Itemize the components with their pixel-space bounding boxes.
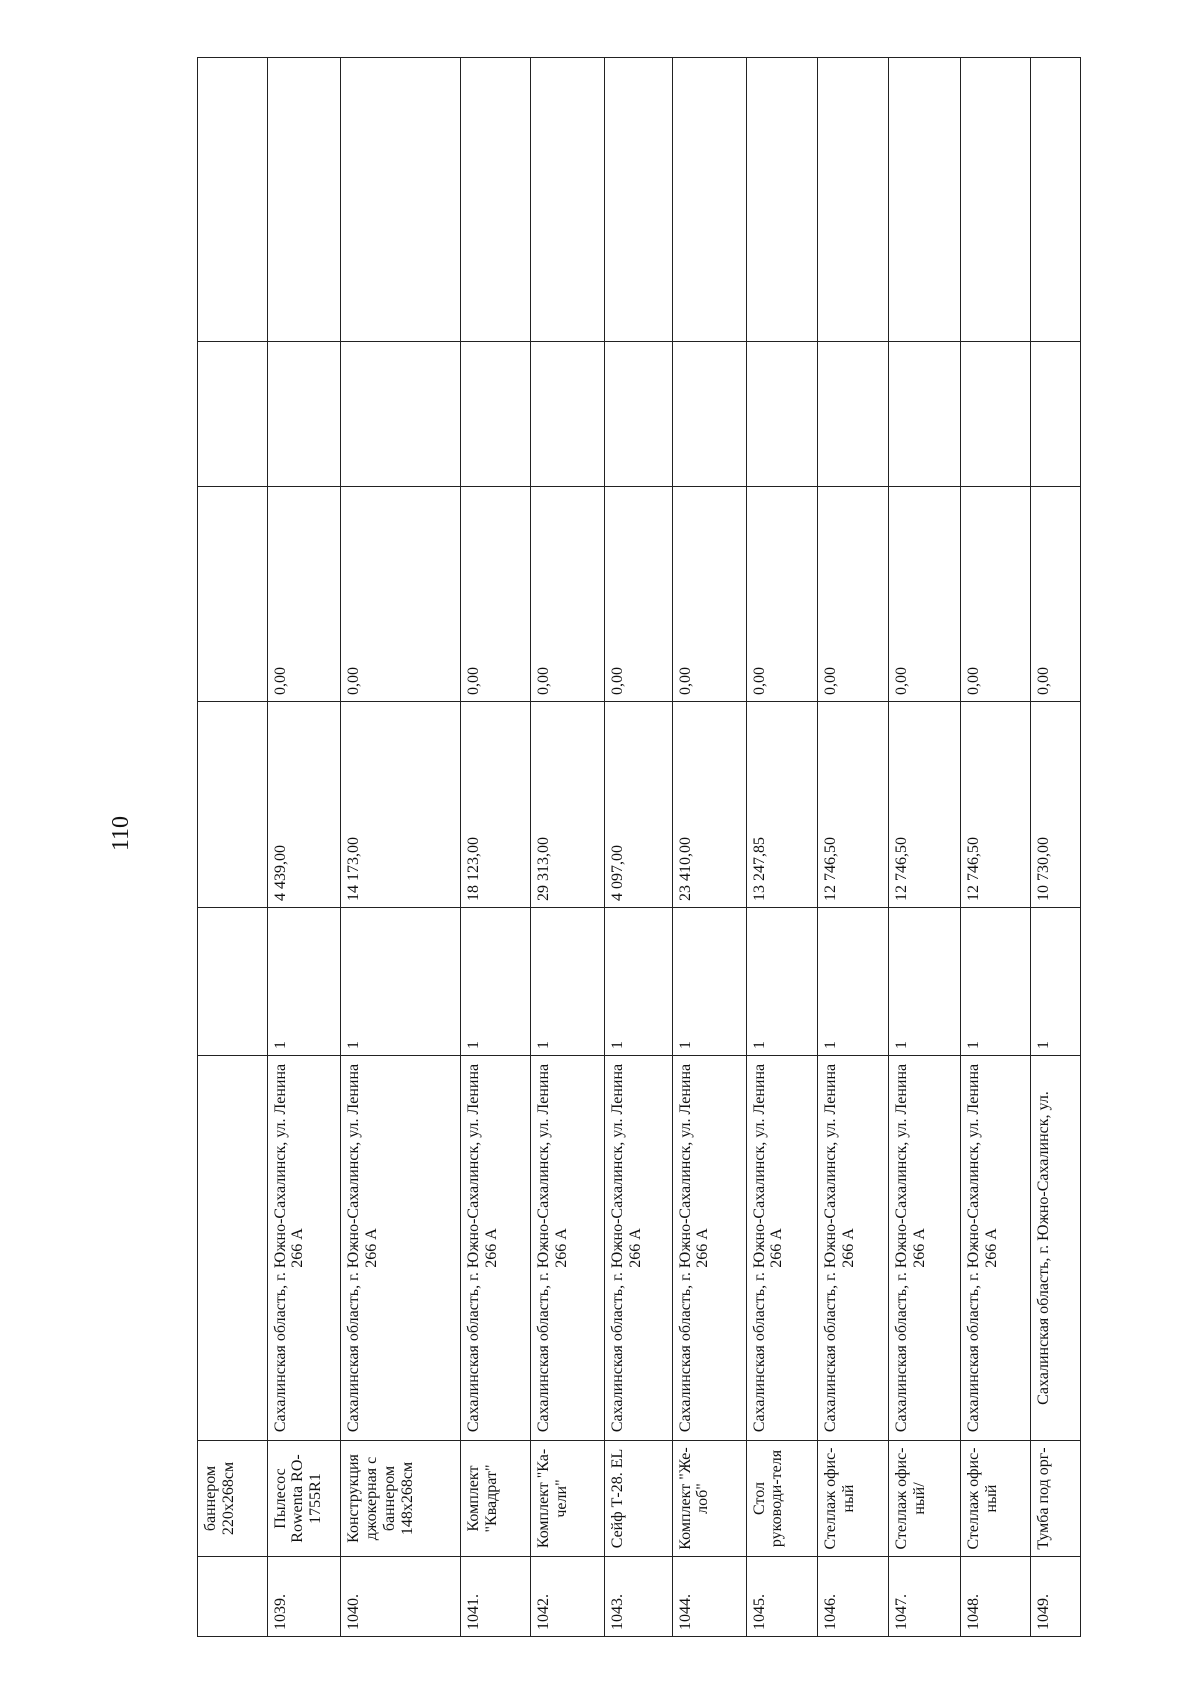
extra-cell xyxy=(605,58,672,342)
asset-address: Сахалинская область, г. Южно-Сахалинск, ул. Ленина 266 А xyxy=(531,1056,605,1441)
asset-quantity: 1 xyxy=(531,908,605,1056)
extra-cell xyxy=(746,58,818,342)
row-number: 1046. xyxy=(818,1557,889,1637)
asset-quantity: 1 xyxy=(888,908,960,1056)
asset-depreciation: 0,00 xyxy=(818,487,889,702)
page-number xyxy=(104,803,140,863)
asset-depreciation: 0,00 xyxy=(605,487,672,702)
asset-depreciation: 0,00 xyxy=(460,487,531,702)
asset-depreciation: 0,00 xyxy=(888,487,960,702)
asset-address: Сахалинская область, г. Южно-Сахалинск, ул. Ленина 266 А xyxy=(888,1056,960,1441)
extra-cell xyxy=(341,342,460,487)
table-row xyxy=(460,58,531,1637)
row-number: 1045. xyxy=(746,1557,818,1637)
asset-quantity: 1 xyxy=(746,908,818,1056)
asset-depreciation: 0,00 xyxy=(960,487,1031,702)
asset-name: Комплект "Ка-чели" xyxy=(531,1441,605,1557)
asset-name: Стол руководи-теля xyxy=(746,1441,818,1557)
asset-name: Стеллаж офис-ный/ xyxy=(888,1441,960,1557)
extra-cell xyxy=(605,342,672,487)
asset-address: Сахалинская область, г. Южно-Сахалинск, ул. Ленина 266 А xyxy=(960,1056,1031,1441)
asset-quantity: 1 xyxy=(605,908,672,1056)
asset-name: Комплект "Же-лоб" xyxy=(672,1441,746,1557)
extra-cell xyxy=(341,58,460,342)
asset-cost: 14 173,00 xyxy=(341,702,460,908)
asset-address: Сахалинская область, г. Южно-Сахалинск, ул. Ленина 266 А xyxy=(605,1056,672,1441)
asset-depreciation: 0,00 xyxy=(746,487,818,702)
asset-quantity: 1 xyxy=(818,908,889,1056)
table-row xyxy=(198,58,268,1637)
asset-address: Сахалинская область, г. Южно-Сахалинск, ул. Ленина 266 А xyxy=(341,1056,460,1441)
table-row xyxy=(267,58,341,1637)
asset-cost: 4 439,00 xyxy=(267,702,341,908)
row-number: 1041. xyxy=(460,1557,531,1637)
extra-cell xyxy=(460,342,531,487)
extra-cell xyxy=(198,58,268,342)
asset-name: Конструкция джокерная с баннером 148х268см xyxy=(341,1441,460,1557)
asset-cost: 12 746,50 xyxy=(888,702,960,908)
row-number: 1040. xyxy=(341,1557,460,1637)
table-row xyxy=(605,58,672,1637)
extra-cell xyxy=(888,342,960,487)
asset-address xyxy=(198,1056,268,1441)
asset-name: Комплект "Квадрат" xyxy=(460,1441,531,1557)
extra-cell xyxy=(746,342,818,487)
row-number: 1047. xyxy=(888,1557,960,1637)
asset-cost: 29 313,00 xyxy=(531,702,605,908)
table-row xyxy=(341,58,460,1637)
asset-cost: 23 410,00 xyxy=(672,702,746,908)
extra-cell xyxy=(960,58,1031,342)
asset-name: Стеллаж офис-ный xyxy=(960,1441,1031,1557)
extra-cell xyxy=(888,58,960,342)
row-number: 1048. xyxy=(960,1557,1031,1637)
extra-cell xyxy=(460,58,531,342)
page-number-text: 110 xyxy=(108,815,135,851)
asset-name: Сейф Т-28. EL xyxy=(605,1441,672,1557)
asset-depreciation xyxy=(198,487,268,702)
asset-cost: 18 123,00 xyxy=(460,702,531,908)
extra-cell xyxy=(1031,342,1081,487)
table-row xyxy=(1031,58,1081,1637)
extra-cell xyxy=(672,58,746,342)
asset-name: Стеллаж офис-ный xyxy=(818,1441,889,1557)
asset-quantity: 1 xyxy=(267,908,341,1056)
row-number xyxy=(198,1557,268,1637)
asset-cost: 12 746,50 xyxy=(960,702,1031,908)
asset-address: Сахалинская область, г. Южно-Сахалинск, ул. Ленина 266 А xyxy=(746,1056,818,1441)
asset-cost: 4 097,00 xyxy=(605,702,672,908)
extra-cell xyxy=(267,58,341,342)
extra-cell xyxy=(531,58,605,342)
asset-name: Пылесос Rowenta RO-1755R1 xyxy=(267,1441,341,1557)
asset-register-table xyxy=(197,57,1081,1637)
asset-quantity: 1 xyxy=(1031,908,1081,1056)
asset-address: Сахалинская область, г. Южно-Сахалинск, ул. Ленина 266 А xyxy=(267,1056,341,1441)
extra-cell xyxy=(1031,58,1081,342)
extra-cell xyxy=(818,58,889,342)
row-number: 1044. xyxy=(672,1557,746,1637)
row-number: 1043. xyxy=(605,1557,672,1637)
asset-depreciation: 0,00 xyxy=(267,487,341,702)
asset-depreciation: 0,00 xyxy=(1031,487,1081,702)
asset-cost: 12 746,50 xyxy=(818,702,889,908)
asset-name: баннером 220х268см xyxy=(198,1441,268,1557)
asset-quantity: 1 xyxy=(460,908,531,1056)
extra-cell xyxy=(672,342,746,487)
table-row xyxy=(672,58,746,1637)
extra-cell xyxy=(198,342,268,487)
row-number: 1042. xyxy=(531,1557,605,1637)
extra-cell xyxy=(960,342,1031,487)
asset-address: Сахалинская область, г. Южно-Сахалинск, ул. Ленина 266 А xyxy=(672,1056,746,1441)
asset-name: Тумба под орг- xyxy=(1031,1441,1081,1557)
extra-cell xyxy=(818,342,889,487)
asset-depreciation: 0,00 xyxy=(672,487,746,702)
table-row xyxy=(960,58,1031,1637)
table-row xyxy=(746,58,818,1637)
row-number: 1049. xyxy=(1031,1557,1081,1637)
asset-depreciation: 0,00 xyxy=(531,487,605,702)
extra-cell xyxy=(267,342,341,487)
asset-quantity: 1 xyxy=(341,908,460,1056)
asset-cost: 13 247,85 xyxy=(746,702,818,908)
asset-quantity: 1 xyxy=(672,908,746,1056)
table-row xyxy=(531,58,605,1637)
row-number: 1039. xyxy=(267,1557,341,1637)
table-row xyxy=(818,58,889,1637)
asset-quantity xyxy=(198,908,268,1056)
asset-address: Сахалинская область, г. Южно-Сахалинск, ул. xyxy=(1031,1056,1081,1441)
extra-cell xyxy=(531,342,605,487)
asset-depreciation: 0,00 xyxy=(341,487,460,702)
asset-cost xyxy=(198,702,268,908)
asset-cost: 10 730,00 xyxy=(1031,702,1081,908)
table-container xyxy=(197,58,1081,1637)
asset-quantity: 1 xyxy=(960,908,1031,1056)
asset-address: Сахалинская область, г. Южно-Сахалинск, ул. Ленина 266 А xyxy=(818,1056,889,1441)
table-row xyxy=(888,58,960,1637)
asset-address: Сахалинская область, г. Южно-Сахалинск, ул. Ленина 266 А xyxy=(460,1056,531,1441)
